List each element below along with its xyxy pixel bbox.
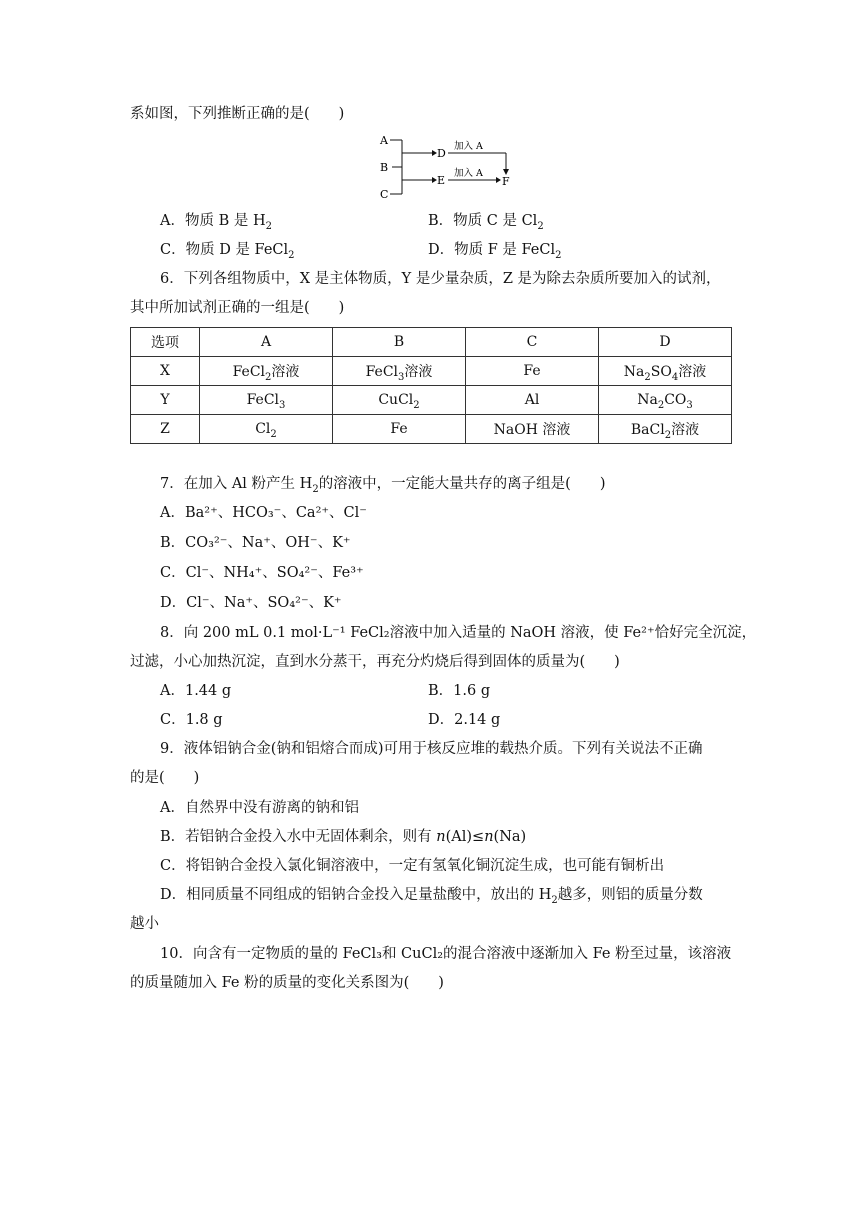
table-cell: $Na_2SO_4$溶液 [599,357,732,386]
table-cell: CuCl$_2$ [333,386,466,415]
q7-option-c: C．Cl⁻、NH₄⁺、SO₄²⁻、Fe³⁺ [160,565,364,581]
q9-option-d: D．相同质量不同组成的铝钠合金投入足量盐酸中，放出的 $H_2$越多，则铝的质量分数 [160,887,703,906]
table-cell: Al [466,386,599,415]
node-a: A [380,134,388,147]
q5-stem: 系如图，下列推断正确的是( ) [130,106,345,122]
table-cell: $Cl_2$ [200,415,333,444]
table-cell: Fe [466,357,599,386]
q10-stem-line2: 的质量随加入 Fe 粉的质量的变化关系图为( ) [130,975,444,991]
q5-option-c: C．物质 D 是 FeCl$_2$ [160,242,295,261]
q9-option-d-cont: 越小 [130,916,159,932]
q9-stem-line2: 的是( ) [130,770,200,786]
node-d: D [437,147,446,160]
table-row [131,328,732,357]
table-cell: FeCl$_2$溶液 [200,357,333,386]
table-cell: NaOH 溶液 [466,415,599,444]
q6-stem-line1: 6．下列各组物质中，X 是主体物质，Y 是少量杂质，Z 是为除去杂质所要加入的试剂， [160,271,721,287]
q7-option-d: D．Cl⁻、Na⁺、SO₄²⁻、K⁺ [160,595,342,611]
q9-option-b: B．若铝钠合金投入水中无固体剩余，则有 n(Al)≤n(Na) [160,829,527,845]
node-f: F [502,175,510,188]
q8-stem-line2: 过滤，小心加热沉淀，直到水分蒸干，再充分灼烧后得到固体的质量为( ) [130,654,620,670]
q9-stem-line1: 9．液体铝钠合金(钠和铝熔合而成)可用于核反应堆的载热介质。下列有关说法不正确 [160,741,703,757]
table-row [131,415,732,444]
q7-option-b: B．CO₃²⁻、Na⁺、OH⁻、K⁺ [160,535,351,551]
node-b: B [380,161,389,174]
q8-option-d: D．2.14 g [428,712,501,728]
table-cell: FeCl$_3$ [200,386,333,415]
arrow2-label: 加入 A [454,168,483,179]
table-cell: 选项 [131,328,200,357]
table-cell: FeCl$_3$溶液 [333,357,466,386]
table-cell: Fe [333,415,466,444]
q5-flow-diagram [378,132,528,202]
arrow1-label: 加入 A [454,141,483,152]
q6-table [130,327,732,444]
table-cell: D [599,328,732,357]
table-cell: B [333,328,466,357]
q7-option-a: A．Ba²⁺、HCO₃⁻、Ca²⁺、Cl⁻ [160,505,367,521]
q6-stem-line2: 其中所加试剂正确的一组是( ) [130,300,345,316]
q10-stem-line1: 10．向含有一定物质的量的 FeCl₃和 CuCl₂的混合溶液中逐渐加入 Fe 粉至过量，该溶液 [160,946,732,962]
q8-option-c: C．1.8 g [160,712,223,728]
q9-option-c: C．将铝钠合金投入氯化铜溶液中，一定有氢氧化铜沉淀生成，也可能有铜析出 [160,858,665,874]
q9-option-a: A．自然界中没有游离的钠和铝 [160,800,359,816]
q8-option-b: B．1.6 g [428,683,491,699]
node-c: C [380,188,389,201]
q5-option-d: D．物质 F 是 FeCl$_2$ [428,242,562,261]
table-cell: C [466,328,599,357]
q5-option-b: B．物质 C 是 $Cl_2$ [428,213,544,232]
node-e: E [437,174,446,187]
q7-stem: 7．在加入 Al 粉产生 $H_2$的溶液中，一定能大量共存的离子组是( ) [160,476,606,495]
table-cell: A [200,328,333,357]
q5-option-a: A．物质 B 是 $H_2$ [160,213,272,232]
table-cell: $Na_2CO_3$ [599,386,732,415]
table-cell: Y [131,386,200,415]
table-row [131,357,732,386]
q8-option-a: A．1.44 g [160,683,232,699]
table-row [131,386,732,415]
table-cell: X [131,357,200,386]
table-cell: BaCl$_2$溶液 [599,415,732,444]
table-cell: Z [131,415,200,444]
q8-stem-line1: 8．向 200 mL 0.1 mol·L⁻¹ FeCl₂溶液中加入适量的 NaOH 溶液，使 Fe²⁺恰好完全沉淀， [160,625,757,641]
